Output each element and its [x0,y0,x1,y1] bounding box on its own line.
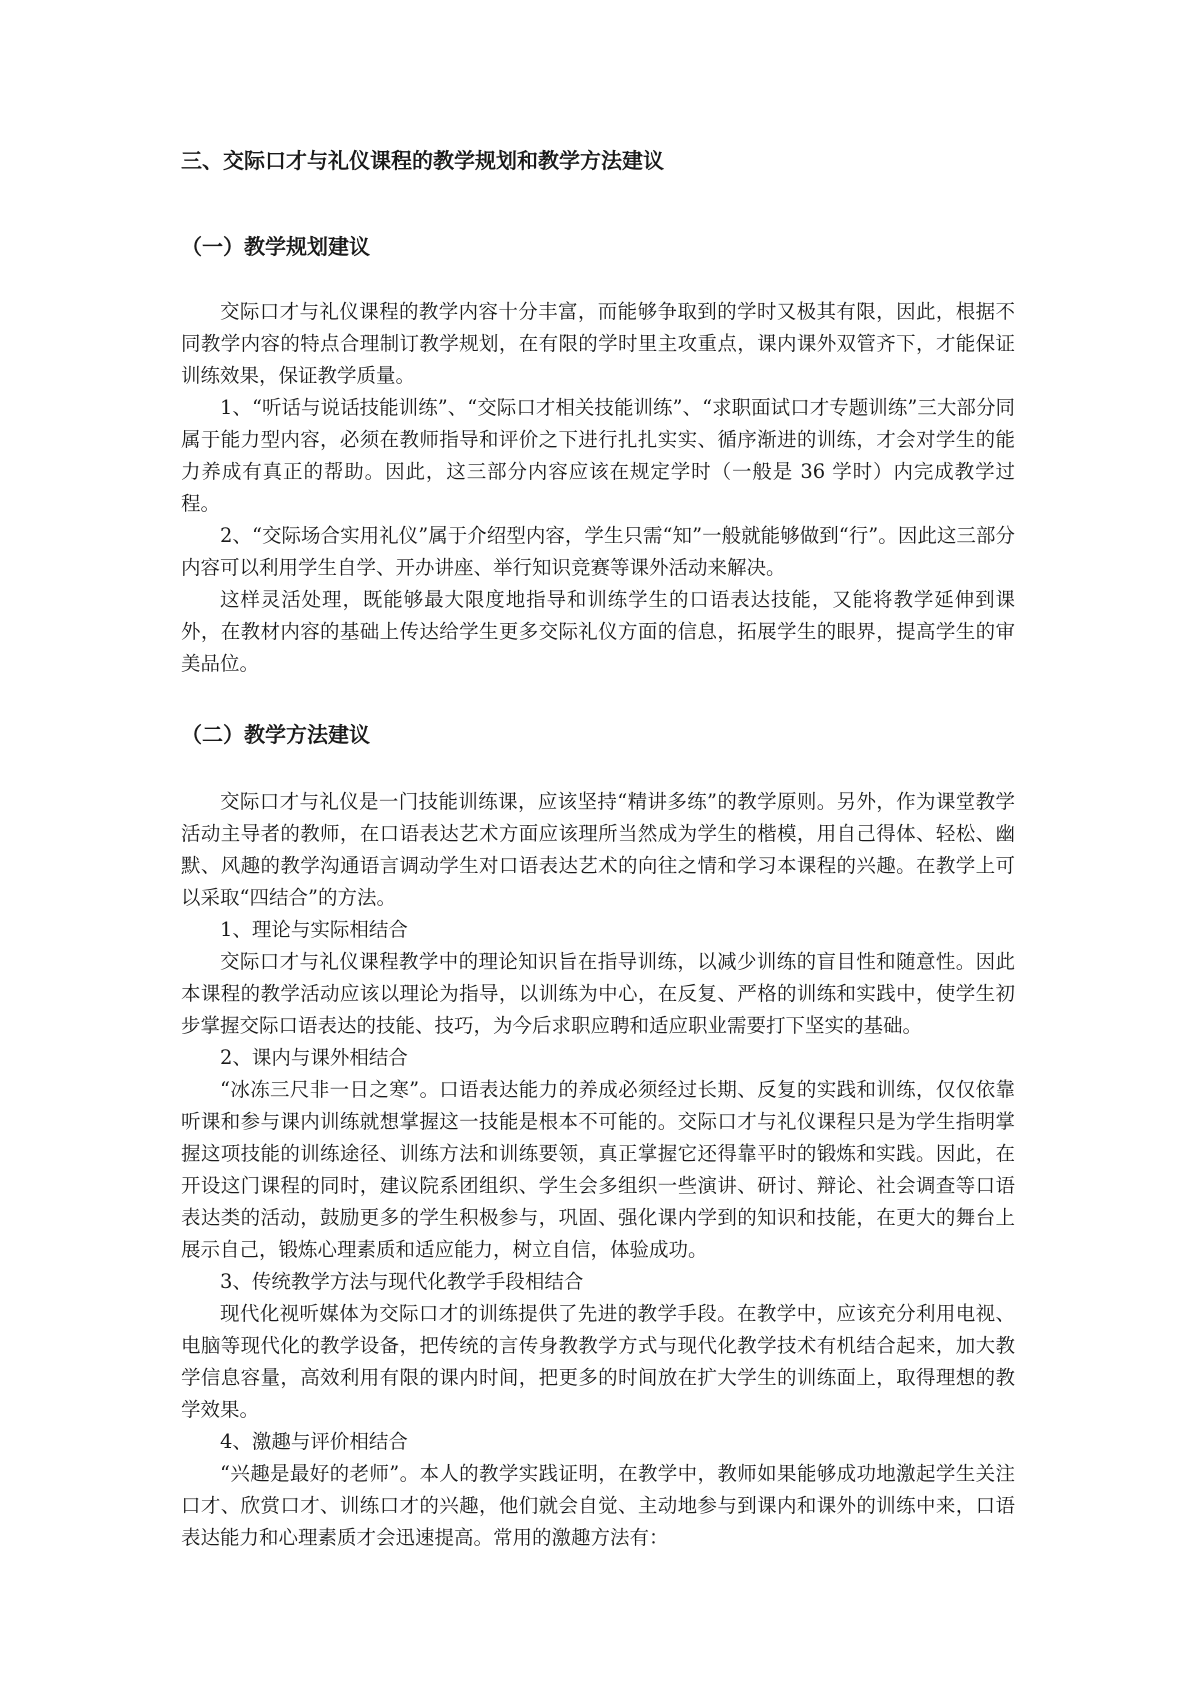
list-item-heading: 4、激趣与评价相结合 [220,1430,408,1453]
paragraph: “兴趣是最好的老师”。本人的教学实践证明，在教学中，教师如果能够成功地激起学生关注口才、欣赏口才、训练口才的兴趣，他们就会自觉、主动地参与到课内和课外的训练中来，口语表达能力和心理素质才会迅速提高。常用的激趣方法有： [181,1462,1015,1549]
paragraph: 这样灵活处理，既能够最大限度地指导和训练学生的口语表达技能，又能将教学延伸到课外，在教材内容的基础上传达给学生更多交际礼仪方面的信息，拓展学生的眼界，提高学生的审美品位。 [181,588,1015,675]
list-item-heading: 1、理论与实际相结合 [220,918,408,941]
paragraph: 交际口才与礼仪课程的教学内容十分丰富，而能够争取到的学时又极其有限，因此，根据不同教学内容的特点合理制订教学规划，在有限的学时里主攻重点，课内课外双管齐下，才能保证训练效果，保证教学质量。 [181,300,1015,387]
paragraph: “冰冻三尺非一日之寒”。口语表达能力的养成必须经过长期、反复的实践和训练，仅仅依靠听课和参与课内训练就想掌握这一技能是根本不可能的。交际口才与礼仪课程只是为学生指明掌握这项技能的训练途径、训练方法和训练要领，真正掌握它还得靠平时的锻炼和实践。因此，在开设这门课程的同时，建议院系团组织、学生会多组织一些演讲、研讨、辩论、社会调查等口语表达类的活动，鼓励更多的学生积极参与，巩固、强化课内学到的知识和技能，在更大的舞台上展示自己，锻炼心理素质和适应能力，树立自信，体验成功。 [181,1078,1015,1261]
paragraph: 2、“交际场合实用礼仪”属于介绍型内容，学生只需“知”一般就能够做到“行”。因此这三部分内容可以利用学生自学、开办讲座、举行知识竞赛等课外活动来解决。 [181,524,1015,579]
paragraph: 1、“听话与说话技能训练”、“交际口才相关技能训练”、“求职面试口才专题训练”三大部分同属于能力型内容，必须在教师指导和评价之下进行扎扎实实、循序渐进的训练，才会对学生的能力养成有真正的帮助。因此，这三部分内容应该在规定学时（一般是 36 学时）内完成教学过程。 [181,396,1015,515]
paragraph: 现代化视听媒体为交际口才的训练提供了先进的教学手段。在教学中，应该充分利用电视、电脑等现代化的教学设备，把传统的言传身教教学方式与现代化教学技术有机结合起来，加大教学信息容量，高效利用有限的课内时间，把更多的时间放在扩大学生的训练面上，取得理想的教学效果。 [181,1302,1015,1421]
document-title: 三、交际口才与礼仪课程的教学规划和教学方法建议 [181,148,664,173]
list-item-heading: 3、传统教学方法与现代化教学手段相结合 [220,1270,584,1293]
paragraph: 交际口才与礼仪课程教学中的理论知识旨在指导训练，以减少训练的盲目性和随意性。因此本课程的教学活动应该以理论为指导，以训练为中心，在反复、严格的训练和实践中，使学生初步掌握交际口语表达的技能、技巧，为今后求职应聘和适应职业需要打下坚实的基础。 [181,950,1015,1037]
list-item-heading: 2、课内与课外相结合 [220,1046,408,1069]
document-body [181,146,1015,1554]
section-heading-methods: （二）教学方法建议 [181,722,370,747]
section-heading-planning: （一）教学规划建议 [181,234,370,259]
paragraph: 交际口才与礼仪是一门技能训练课，应该坚持“精讲多练”的教学原则。另外，作为课堂教学活动主导者的教师，在口语表达艺术方面应该理所当然成为学生的楷模，用自己得体、轻松、幽默、风趣的教学沟通语言调动学生对口语表达艺术的向往之情和学习本课程的兴趣。在教学上可以采取“四结合”的方法。 [181,790,1015,909]
